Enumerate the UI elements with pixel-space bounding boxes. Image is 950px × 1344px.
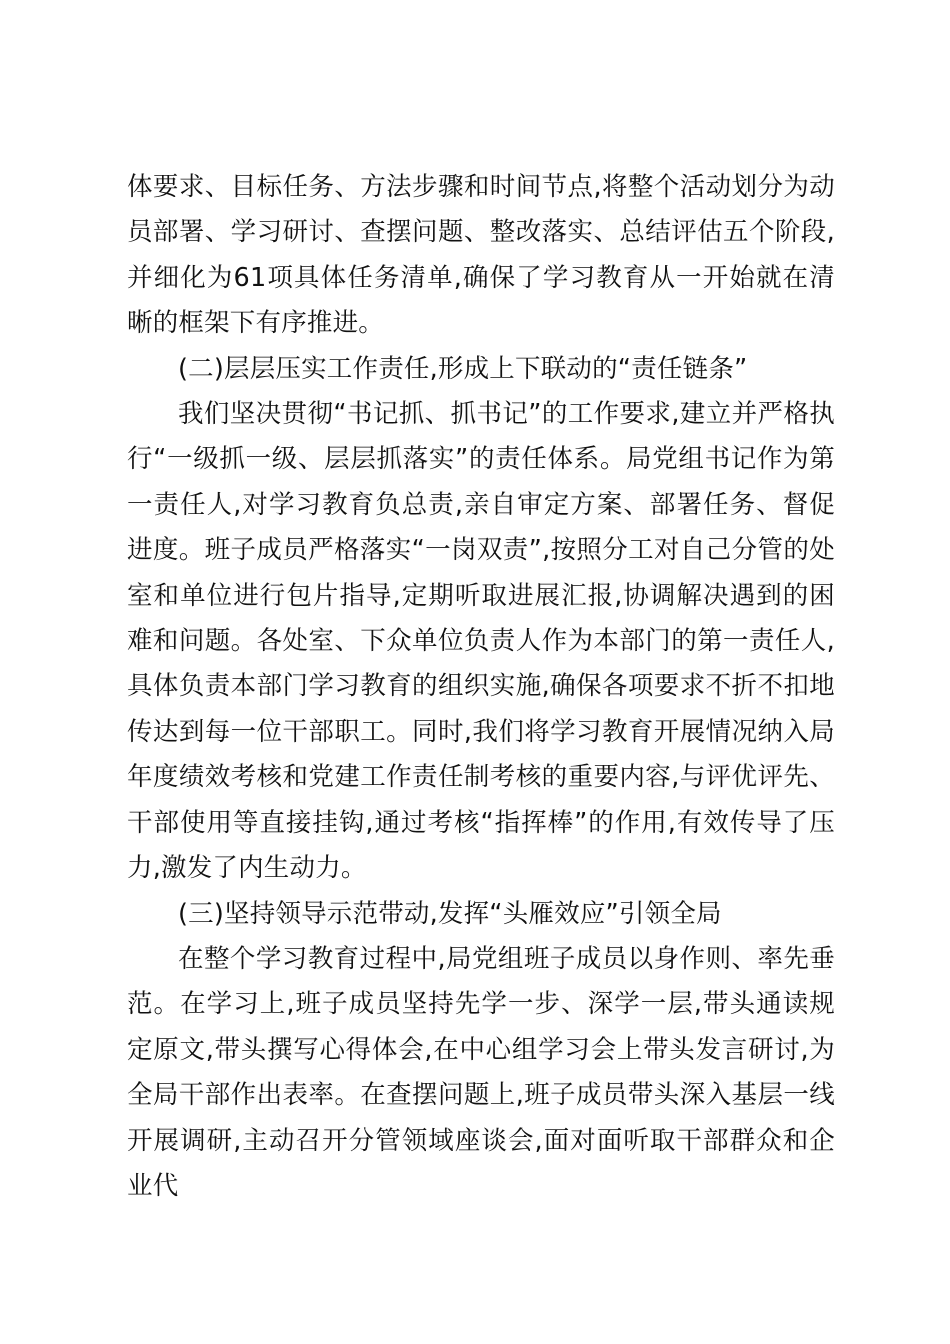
body-paragraph-2: 我们坚决贯彻“书记抓、抓书记”的工作要求,建立并严格执行“一级抓一级、层层抓落实”的责任体系。局党组书记作为第一责任人,对学习教育负总责,亲自审定方案、部署任务、督促进度。班子成员严格落实“一岗双责”,按照分工对自己分管的处室和单位进行包片指导,定期听取进展汇报,协调解决遇到的困难和问题。各处室、下众单位负责人作为本部门的第一责任人,具体负责本部门学习教育的组织实施,确保各项要求不折不扣地传达到每一位干部职工。同时,我们将学习教育开展情况纳入局年度绩效考核和党建工作责任制考核的重要内容,与评优评先、干部使用等直接挂钩,通过考核“指挥棒”的作用,有效传导了压力,激发了内生动力。 xyxy=(127,399,835,884)
section-heading-3: (三)坚持领导示范带动,发挥“头雁效应”引领全局 xyxy=(178,898,722,929)
section-heading-2: (二)层层压实工作责任,形成上下联动的“责任链条” xyxy=(178,353,748,384)
body-paragraph-3: 在整个学习教育过程中,局党组班子成员以身作则、率先垂范。在学习上,班子成员坚持先学一步、深学一层,带头通读规定原文,带头撰写心得体会,在中心组学习会上带头发言研讨,为全局干部作出表率。在查摆问题上,班子成员带头深入基层一线开展调研,主动召开分管领域座谈会,面对面听取干部群众和企业代 xyxy=(127,943,835,1201)
document-page xyxy=(127,165,835,1209)
body-paragraph-1: 体要求、目标任务、方法步骤和时间节点,将整个活动划分为动员部署、学习研讨、查摆问题、整改落实、总结评估五个阶段,并细化为61项具体任务清单,确保了学习教育从一开始就在清晰的框架下有序推进。 xyxy=(127,172,835,339)
